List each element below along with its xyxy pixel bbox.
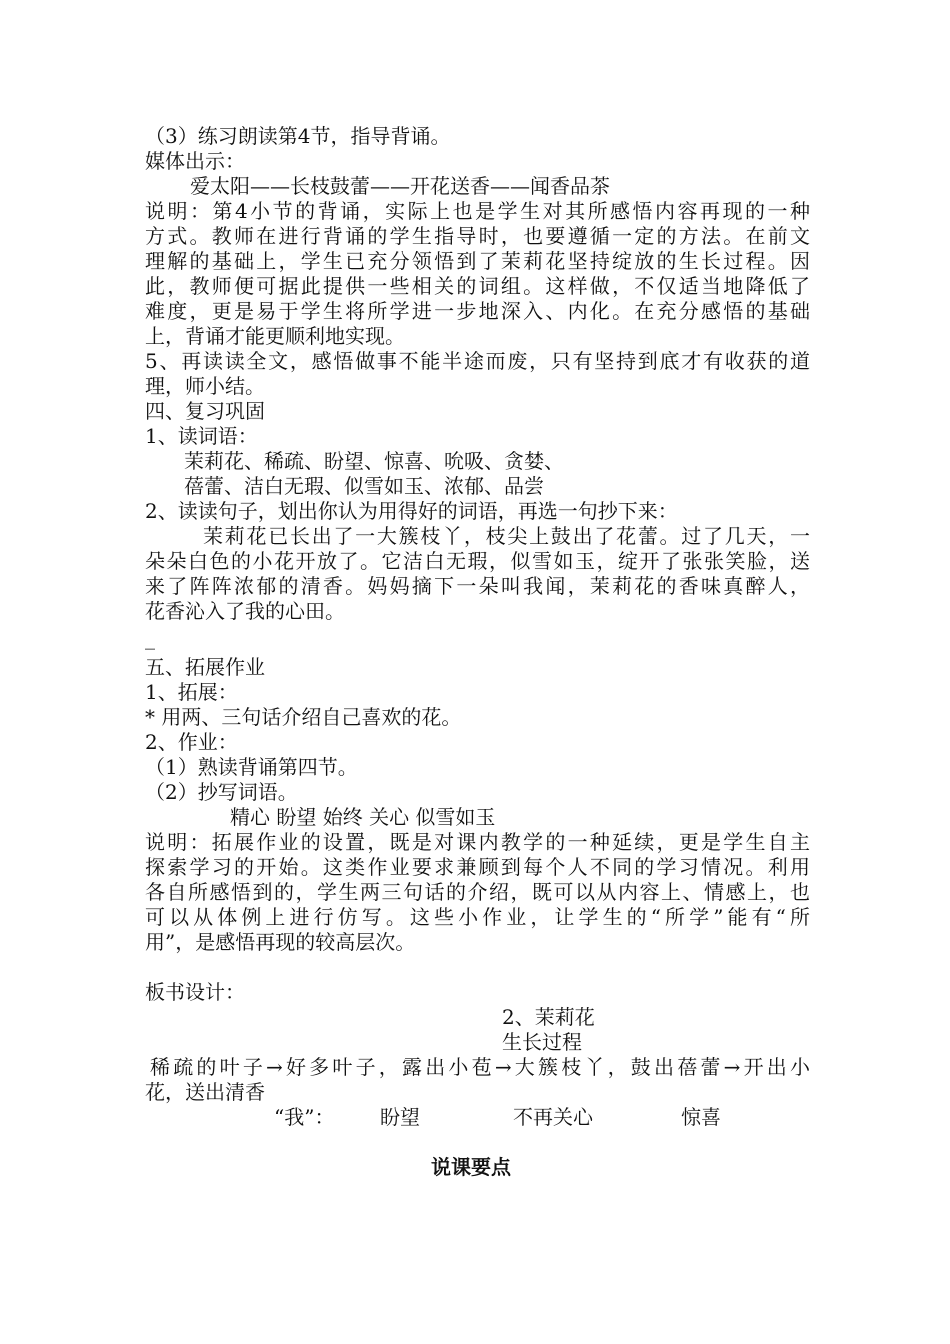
note-line: 难度，更是易于学生将所学进一步地深入、内化。在充分感悟的基础 (145, 299, 810, 323)
extension-item: * 用两、三句话介绍自己喜欢的花。 (145, 705, 462, 729)
copy-words: 精心 盼望 始终 关心 似雪如玉 (230, 805, 496, 829)
board-growth-line: 稀疏的叶子→好多叶子，露出小苞→大簇枝丫，鼓出蓓蕾→开出小 (150, 1055, 810, 1079)
section-heading-homework: 五、拓展作业 (145, 655, 265, 679)
board-feeling: 惊喜 (681, 1105, 721, 1129)
board-feeling: 盼望 (380, 1105, 420, 1129)
extension-label: 1、拓展： (145, 680, 238, 704)
homework-item: （2）抄写词语。 (145, 780, 298, 804)
board-me-label: “我”： (274, 1105, 335, 1129)
read-sentences-label: 2、读读句子，划出你认为用得好的词语，再选一句抄下来： (145, 499, 678, 523)
step-5-line: 理，师小结。 (145, 374, 265, 398)
note-line: 方式。教师在进行背诵的学生指导时，也要遵循一定的方法。在前文 (145, 224, 810, 248)
note-line: 说明：第4小节的背诵，实际上也是学生对其所感悟内容再现的一种 (145, 199, 810, 223)
step-3-line: （3）练习朗读第4节，指导背诵。 (145, 124, 451, 148)
board-feeling: 不再关心 (513, 1105, 593, 1129)
blank-mark: _ (145, 626, 155, 650)
note-line: 理解的基础上，学生已充分领悟到了茉莉花坚持绽放的生长过程。因 (145, 249, 810, 273)
homework-label: 2、作业： (145, 730, 238, 754)
homework-item: （1）熟读背诵第四节。 (145, 755, 358, 779)
board-title: 2、茉莉花 (502, 1005, 595, 1029)
note-line: 用”，是感悟再现的较高层次。 (145, 930, 416, 954)
note-line: 可以从体例上进行仿写。这些小作业，让学生的“所学”能有“所 (145, 905, 810, 929)
passage-line: 花香沁入了我的心田。 (145, 599, 345, 623)
note-line: 上，背诵才能更顺利地实现。 (145, 324, 405, 348)
note-line: 说明：拓展作业的设置，既是对课内教学的一种延续，更是学生自主 (145, 830, 810, 854)
read-words-label: 1、读词语： (145, 424, 258, 448)
passage-line: 朵朵白色的小花开放了。它洁白无瑕，似雪如玉，绽开了张张笑脸，送 (145, 549, 810, 573)
note-line: 各自所感悟到的，学生两三句话的介绍，既可以从内容上、情感上，也 (145, 880, 810, 904)
section-heading-review: 四、复习巩固 (145, 399, 265, 423)
board-design-label: 板书设计： (145, 980, 245, 1004)
board-growth-line: 花，送出清香 (145, 1080, 265, 1104)
media-sequence: 爱太阳——长枝鼓蕾——开花送香——闻香品茶 (190, 174, 610, 198)
word-list-line: 茉莉花、稀疏、盼望、惊喜、吮吸、贪婪、 (184, 449, 564, 473)
word-list-line: 蓓蕾、洁白无瑕、似雪如玉、浓郁、品尝 (184, 474, 544, 498)
section-title: 说课要点 (431, 1155, 511, 1179)
media-label: 媒体出示： (145, 149, 245, 173)
board-subtitle: 生长过程 (502, 1030, 582, 1054)
note-line: 探索学习的开始。这类作业要求兼顾到每个人不同的学习情况。利用 (145, 855, 810, 879)
note-line: 此，教师便可据此提供一些相关的词组。这样做，不仅适当地降低了 (145, 274, 810, 298)
passage-line: 来了阵阵浓郁的清香。妈妈摘下一朵叫我闻，茉莉花的香味真醉人， (145, 574, 810, 598)
step-5-line: 5、再读读全文，感悟做事不能半途而废，只有坚持到底才有收获的道 (145, 349, 810, 373)
passage-line: 茉莉花已长出了一大簇枝丫，枝尖上鼓出了花蕾。过了几天，一 (203, 524, 810, 548)
